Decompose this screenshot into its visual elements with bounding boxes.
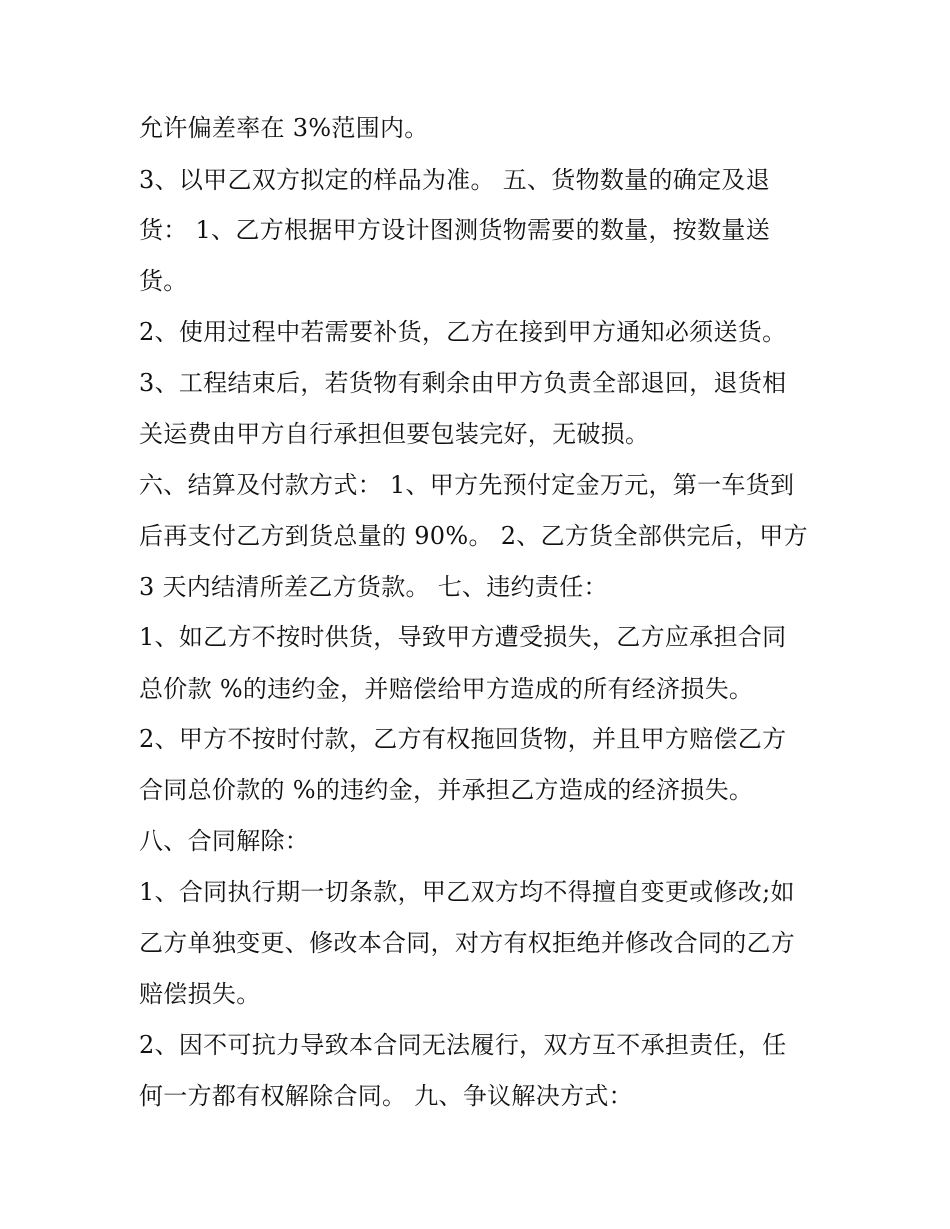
text-line: 合同总价款的 %的违约金，并承担乙方造成的经济损失。 <box>139 776 754 804</box>
text-line: 关运费由甲方自行承担但要包装完好，无破损。 <box>139 420 650 448</box>
text-line: 赔偿损失。 <box>139 980 261 1008</box>
text-line: 货： 1、乙方根据甲方设计图测货物需要的数量，按数量送 <box>139 216 770 244</box>
text-line: 后再支付乙方到货总量的 90%。 2、乙方货全部供完后，甲方 <box>139 522 808 550</box>
text-line: 何一方都有权解除合同。 九、争议解决方式： <box>139 1082 633 1110</box>
text-line: 总价款 %的违约金，并赔偿给甲方造成的所有经济损失。 <box>139 675 754 703</box>
text-line: 货。 <box>139 267 188 295</box>
text-line: 2、使用过程中若需要补货，乙方在接到甲方通知必须送货。 <box>139 318 787 346</box>
text-line: 六、结算及付款方式： 1、甲方先预付定金万元，第一车货到 <box>139 471 795 499</box>
text-line: 3、以甲乙双方拟定的样品为准。 五、货物数量的确定及退 <box>139 166 770 194</box>
text-line: 允许偏差率在 3%范围内。 <box>139 114 429 142</box>
text-line: 2、因不可抗力导致本合同无法履行，双方互不承担责任，任 <box>139 1031 787 1059</box>
text-line: 2、甲方不按时付款，乙方有权拖回货物，并且甲方赔偿乙方 <box>139 725 787 753</box>
text-line: 1、如乙方不按时供货，导致甲方遭受损失，乙方应承担合同 <box>139 623 787 651</box>
text-line: 3、工程结束后，若货物有剩余由甲方负责全部退回，退货相 <box>139 369 787 397</box>
text-line: 乙方单独变更、修改本合同，对方有权拒绝并修改合同的乙方 <box>139 929 796 957</box>
text-line: 3 天内结清所差乙方货款。 七、违约责任： <box>139 573 608 601</box>
text-line: 1、合同执行期一切条款，甲乙双方均不得擅自变更或修改;如 <box>139 878 795 906</box>
section-heading: 八、合同解除： <box>139 827 310 855</box>
